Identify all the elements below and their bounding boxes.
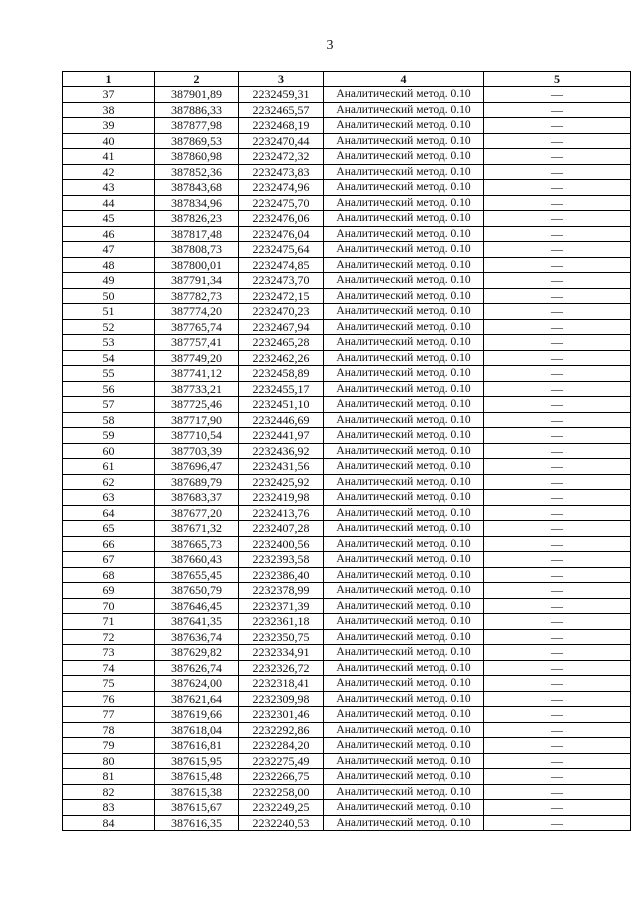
x-coordinate-cell: 387741,12 — [155, 366, 239, 382]
x-coordinate-cell: 387834,96 — [155, 195, 239, 211]
method-cell: Аналитический метод. 0.10 — [324, 815, 484, 831]
column-header-2: 2 — [155, 72, 239, 87]
point-number-cell: 39 — [63, 118, 155, 134]
note-cell: — — [484, 722, 631, 738]
note-cell: — — [484, 226, 631, 242]
x-coordinate-cell: 387791,34 — [155, 273, 239, 289]
note-cell: — — [484, 645, 631, 661]
x-coordinate-cell: 387689,79 — [155, 474, 239, 490]
point-number-cell: 72 — [63, 629, 155, 645]
table-row — [63, 149, 631, 165]
point-number-cell: 77 — [63, 707, 155, 723]
x-coordinate-cell: 387757,41 — [155, 335, 239, 351]
method-cell: Аналитический метод. 0.10 — [324, 211, 484, 227]
note-cell: — — [484, 707, 631, 723]
y-coordinate-cell: 2232318,41 — [239, 676, 324, 692]
point-number-cell: 57 — [63, 397, 155, 413]
y-coordinate-cell: 2232431,56 — [239, 459, 324, 475]
x-coordinate-cell: 387826,23 — [155, 211, 239, 227]
point-number-cell: 52 — [63, 319, 155, 335]
table-row — [63, 164, 631, 180]
y-coordinate-cell: 2232472,15 — [239, 288, 324, 304]
y-coordinate-cell: 2232446,69 — [239, 412, 324, 428]
table-row — [63, 536, 631, 552]
point-number-cell: 65 — [63, 521, 155, 537]
y-coordinate-cell: 2232473,70 — [239, 273, 324, 289]
method-cell: Аналитический метод. 0.10 — [324, 598, 484, 614]
method-cell: Аналитический метод. 0.10 — [324, 800, 484, 816]
note-cell: — — [484, 567, 631, 583]
note-cell: — — [484, 738, 631, 754]
y-coordinate-cell: 2232455,17 — [239, 381, 324, 397]
point-number-cell: 44 — [63, 195, 155, 211]
x-coordinate-cell: 387618,04 — [155, 722, 239, 738]
x-coordinate-cell: 387877,98 — [155, 118, 239, 134]
table-row — [63, 242, 631, 258]
table-row — [63, 474, 631, 490]
table-row — [63, 319, 631, 335]
y-coordinate-cell: 2232467,94 — [239, 319, 324, 335]
note-cell: — — [484, 583, 631, 599]
method-cell: Аналитический метод. 0.10 — [324, 629, 484, 645]
note-cell: — — [484, 691, 631, 707]
point-number-cell: 37 — [63, 87, 155, 103]
point-number-cell: 71 — [63, 614, 155, 630]
note-cell: — — [484, 118, 631, 134]
y-coordinate-cell: 2232413,76 — [239, 505, 324, 521]
note-cell: — — [484, 257, 631, 273]
y-coordinate-cell: 2232249,25 — [239, 800, 324, 816]
y-coordinate-cell: 2232400,56 — [239, 536, 324, 552]
point-number-cell: 42 — [63, 164, 155, 180]
table-row — [63, 738, 631, 754]
x-coordinate-cell: 387615,95 — [155, 753, 239, 769]
method-cell: Аналитический метод. 0.10 — [324, 350, 484, 366]
method-cell: Аналитический метод. 0.10 — [324, 366, 484, 382]
y-coordinate-cell: 2232451,10 — [239, 397, 324, 413]
method-cell: Аналитический метод. 0.10 — [324, 490, 484, 506]
point-number-cell: 61 — [63, 459, 155, 475]
note-cell: — — [484, 304, 631, 320]
y-coordinate-cell: 2232240,53 — [239, 815, 324, 831]
table-row — [63, 676, 631, 692]
y-coordinate-cell: 2232472,32 — [239, 149, 324, 165]
x-coordinate-cell: 387703,39 — [155, 443, 239, 459]
method-cell: Аналитический метод. 0.10 — [324, 319, 484, 335]
table-row — [63, 645, 631, 661]
table-row — [63, 614, 631, 630]
x-coordinate-cell: 387808,73 — [155, 242, 239, 258]
note-cell: — — [484, 490, 631, 506]
note-cell: — — [484, 614, 631, 630]
table-body — [63, 87, 631, 831]
note-cell: — — [484, 273, 631, 289]
note-cell: — — [484, 784, 631, 800]
y-coordinate-cell: 2232386,40 — [239, 567, 324, 583]
table-row — [63, 769, 631, 785]
point-number-cell: 74 — [63, 660, 155, 676]
point-number-cell: 69 — [63, 583, 155, 599]
table-row — [63, 784, 631, 800]
note-cell: — — [484, 505, 631, 521]
y-coordinate-cell: 2232309,98 — [239, 691, 324, 707]
column-header-4: 4 — [324, 72, 484, 87]
point-number-cell: 51 — [63, 304, 155, 320]
point-number-cell: 50 — [63, 288, 155, 304]
x-coordinate-cell: 387619,66 — [155, 707, 239, 723]
y-coordinate-cell: 2232275,49 — [239, 753, 324, 769]
point-number-cell: 56 — [63, 381, 155, 397]
table-row — [63, 335, 631, 351]
table-row — [63, 102, 631, 118]
x-coordinate-cell: 387683,37 — [155, 490, 239, 506]
table-row — [63, 722, 631, 738]
point-number-cell: 49 — [63, 273, 155, 289]
method-cell: Аналитический метод. 0.10 — [324, 226, 484, 242]
note-cell: — — [484, 164, 631, 180]
x-coordinate-cell: 387860,98 — [155, 149, 239, 165]
note-cell: — — [484, 769, 631, 785]
x-coordinate-cell: 387869,53 — [155, 133, 239, 149]
table-row — [63, 753, 631, 769]
method-cell: Аналитический метод. 0.10 — [324, 459, 484, 475]
table-row — [63, 691, 631, 707]
y-coordinate-cell: 2232301,46 — [239, 707, 324, 723]
point-number-cell: 54 — [63, 350, 155, 366]
table-row — [63, 397, 631, 413]
note-cell: — — [484, 149, 631, 165]
y-coordinate-cell: 2232425,92 — [239, 474, 324, 490]
method-cell: Аналитический метод. 0.10 — [324, 691, 484, 707]
x-coordinate-cell: 387852,36 — [155, 164, 239, 180]
method-cell: Аналитический метод. 0.10 — [324, 335, 484, 351]
table-row — [63, 118, 631, 134]
point-number-cell: 55 — [63, 366, 155, 382]
x-coordinate-cell: 387629,82 — [155, 645, 239, 661]
y-coordinate-cell: 2232475,64 — [239, 242, 324, 258]
table-row — [63, 180, 631, 196]
x-coordinate-cell: 387717,90 — [155, 412, 239, 428]
table-row — [63, 412, 631, 428]
note-cell: — — [484, 335, 631, 351]
table-row — [63, 459, 631, 475]
table-row — [63, 505, 631, 521]
x-coordinate-cell: 387696,47 — [155, 459, 239, 475]
y-coordinate-cell: 2232475,70 — [239, 195, 324, 211]
method-cell: Аналитический метод. 0.10 — [324, 102, 484, 118]
x-coordinate-cell: 387800,01 — [155, 257, 239, 273]
point-number-cell: 80 — [63, 753, 155, 769]
point-number-cell: 53 — [63, 335, 155, 351]
point-number-cell: 78 — [63, 722, 155, 738]
x-coordinate-cell: 387782,73 — [155, 288, 239, 304]
column-header-1: 1 — [63, 72, 155, 87]
coordinates-table — [62, 71, 631, 831]
note-cell: — — [484, 443, 631, 459]
note-cell: — — [484, 598, 631, 614]
x-coordinate-cell: 387710,54 — [155, 428, 239, 444]
point-number-cell: 60 — [63, 443, 155, 459]
method-cell: Аналитический метод. 0.10 — [324, 505, 484, 521]
point-number-cell: 70 — [63, 598, 155, 614]
table-row — [63, 552, 631, 568]
method-cell: Аналитический метод. 0.10 — [324, 552, 484, 568]
note-cell: — — [484, 753, 631, 769]
x-coordinate-cell: 387774,20 — [155, 304, 239, 320]
y-coordinate-cell: 2232266,75 — [239, 769, 324, 785]
x-coordinate-cell: 387646,45 — [155, 598, 239, 614]
method-cell: Аналитический метод. 0.10 — [324, 567, 484, 583]
table-row — [63, 800, 631, 816]
point-number-cell: 62 — [63, 474, 155, 490]
x-coordinate-cell: 387725,46 — [155, 397, 239, 413]
y-coordinate-cell: 2232350,75 — [239, 629, 324, 645]
table-row — [63, 583, 631, 599]
point-number-cell: 63 — [63, 490, 155, 506]
table-row — [63, 366, 631, 382]
note-cell: — — [484, 102, 631, 118]
method-cell: Аналитический метод. 0.10 — [324, 87, 484, 103]
y-coordinate-cell: 2232326,72 — [239, 660, 324, 676]
x-coordinate-cell: 387616,81 — [155, 738, 239, 754]
x-coordinate-cell: 387650,79 — [155, 583, 239, 599]
y-coordinate-cell: 2232361,18 — [239, 614, 324, 630]
method-cell: Аналитический метод. 0.10 — [324, 784, 484, 800]
method-cell: Аналитический метод. 0.10 — [324, 443, 484, 459]
point-number-cell: 59 — [63, 428, 155, 444]
x-coordinate-cell: 387655,45 — [155, 567, 239, 583]
table-row — [63, 87, 631, 103]
x-coordinate-cell: 387636,74 — [155, 629, 239, 645]
note-cell: — — [484, 552, 631, 568]
y-coordinate-cell: 2232470,23 — [239, 304, 324, 320]
table-row — [63, 443, 631, 459]
y-coordinate-cell: 2232393,58 — [239, 552, 324, 568]
y-coordinate-cell: 2232436,92 — [239, 443, 324, 459]
x-coordinate-cell: 387615,48 — [155, 769, 239, 785]
method-cell: Аналитический метод. 0.10 — [324, 753, 484, 769]
table-row — [63, 273, 631, 289]
y-coordinate-cell: 2232371,39 — [239, 598, 324, 614]
x-coordinate-cell: 387765,74 — [155, 319, 239, 335]
note-cell: — — [484, 133, 631, 149]
method-cell: Аналитический метод. 0.10 — [324, 288, 484, 304]
y-coordinate-cell: 2232407,28 — [239, 521, 324, 537]
table-row — [63, 490, 631, 506]
y-coordinate-cell: 2232258,00 — [239, 784, 324, 800]
note-cell: — — [484, 381, 631, 397]
x-coordinate-cell: 387660,43 — [155, 552, 239, 568]
y-coordinate-cell: 2232378,99 — [239, 583, 324, 599]
point-number-cell: 67 — [63, 552, 155, 568]
point-number-cell: 58 — [63, 412, 155, 428]
y-coordinate-cell: 2232470,44 — [239, 133, 324, 149]
note-cell: — — [484, 319, 631, 335]
table-row — [63, 226, 631, 242]
method-cell: Аналитический метод. 0.10 — [324, 242, 484, 258]
x-coordinate-cell: 387615,67 — [155, 800, 239, 816]
x-coordinate-cell: 387615,38 — [155, 784, 239, 800]
point-number-cell: 64 — [63, 505, 155, 521]
method-cell: Аналитический метод. 0.10 — [324, 180, 484, 196]
point-number-cell: 68 — [63, 567, 155, 583]
y-coordinate-cell: 2232462,26 — [239, 350, 324, 366]
point-number-cell: 81 — [63, 769, 155, 785]
method-cell: Аналитический метод. 0.10 — [324, 536, 484, 552]
point-number-cell: 75 — [63, 676, 155, 692]
point-number-cell: 73 — [63, 645, 155, 661]
table-row — [63, 133, 631, 149]
y-coordinate-cell: 2232468,19 — [239, 118, 324, 134]
x-coordinate-cell: 387733,21 — [155, 381, 239, 397]
note-cell: — — [484, 180, 631, 196]
y-coordinate-cell: 2232419,98 — [239, 490, 324, 506]
method-cell: Аналитический метод. 0.10 — [324, 583, 484, 599]
note-cell: — — [484, 521, 631, 537]
note-cell: — — [484, 412, 631, 428]
note-cell: — — [484, 676, 631, 692]
x-coordinate-cell: 387616,35 — [155, 815, 239, 831]
table-row — [63, 660, 631, 676]
point-number-cell: 43 — [63, 180, 155, 196]
method-cell: Аналитический метод. 0.10 — [324, 769, 484, 785]
x-coordinate-cell: 387624,00 — [155, 676, 239, 692]
y-coordinate-cell: 2232476,04 — [239, 226, 324, 242]
method-cell: Аналитический метод. 0.10 — [324, 381, 484, 397]
table-row — [63, 304, 631, 320]
note-cell: — — [484, 800, 631, 816]
x-coordinate-cell: 387665,73 — [155, 536, 239, 552]
method-cell: Аналитический метод. 0.10 — [324, 118, 484, 134]
page-number: 3 — [326, 38, 334, 53]
note-cell: — — [484, 536, 631, 552]
point-number-cell: 84 — [63, 815, 155, 831]
x-coordinate-cell: 387843,68 — [155, 180, 239, 196]
y-coordinate-cell: 2232292,86 — [239, 722, 324, 738]
point-number-cell: 79 — [63, 738, 155, 754]
method-cell: Аналитический метод. 0.10 — [324, 707, 484, 723]
y-coordinate-cell: 2232334,91 — [239, 645, 324, 661]
column-header-5: 5 — [484, 72, 631, 87]
x-coordinate-cell: 387641,35 — [155, 614, 239, 630]
table-row — [63, 257, 631, 273]
x-coordinate-cell: 387817,48 — [155, 226, 239, 242]
method-cell: Аналитический метод. 0.10 — [324, 614, 484, 630]
note-cell: — — [484, 288, 631, 304]
note-cell: — — [484, 87, 631, 103]
x-coordinate-cell: 387677,20 — [155, 505, 239, 521]
method-cell: Аналитический метод. 0.10 — [324, 660, 484, 676]
method-cell: Аналитический метод. 0.10 — [324, 273, 484, 289]
note-cell: — — [484, 660, 631, 676]
table-row — [63, 567, 631, 583]
x-coordinate-cell: 387901,89 — [155, 87, 239, 103]
point-number-cell: 41 — [63, 149, 155, 165]
table-row — [63, 598, 631, 614]
method-cell: Аналитический метод. 0.10 — [324, 149, 484, 165]
method-cell: Аналитический метод. 0.10 — [324, 195, 484, 211]
method-cell: Аналитический метод. 0.10 — [324, 645, 484, 661]
table-row — [63, 629, 631, 645]
point-number-cell: 46 — [63, 226, 155, 242]
y-coordinate-cell: 2232473,83 — [239, 164, 324, 180]
method-cell: Аналитический метод. 0.10 — [324, 474, 484, 490]
point-number-cell: 83 — [63, 800, 155, 816]
note-cell: — — [484, 397, 631, 413]
method-cell: Аналитический метод. 0.10 — [324, 676, 484, 692]
method-cell: Аналитический метод. 0.10 — [324, 521, 484, 537]
table-row — [63, 288, 631, 304]
method-cell: Аналитический метод. 0.10 — [324, 133, 484, 149]
column-header-3: 3 — [239, 72, 324, 87]
method-cell: Аналитический метод. 0.10 — [324, 428, 484, 444]
y-coordinate-cell: 2232465,57 — [239, 102, 324, 118]
table-row — [63, 211, 631, 227]
table-header-row — [63, 72, 631, 87]
note-cell: — — [484, 350, 631, 366]
method-cell: Аналитический метод. 0.10 — [324, 412, 484, 428]
method-cell: Аналитический метод. 0.10 — [324, 164, 484, 180]
y-coordinate-cell: 2232284,20 — [239, 738, 324, 754]
point-number-cell: 40 — [63, 133, 155, 149]
y-coordinate-cell: 2232476,06 — [239, 211, 324, 227]
y-coordinate-cell: 2232441,97 — [239, 428, 324, 444]
note-cell: — — [484, 211, 631, 227]
point-number-cell: 48 — [63, 257, 155, 273]
y-coordinate-cell: 2232459,31 — [239, 87, 324, 103]
y-coordinate-cell: 2232458,89 — [239, 366, 324, 382]
method-cell: Аналитический метод. 0.10 — [324, 397, 484, 413]
point-number-cell: 45 — [63, 211, 155, 227]
method-cell: Аналитический метод. 0.10 — [324, 257, 484, 273]
x-coordinate-cell: 387621,64 — [155, 691, 239, 707]
x-coordinate-cell: 387626,74 — [155, 660, 239, 676]
method-cell: Аналитический метод. 0.10 — [324, 304, 484, 320]
point-number-cell: 66 — [63, 536, 155, 552]
y-coordinate-cell: 2232465,28 — [239, 335, 324, 351]
note-cell: — — [484, 366, 631, 382]
table-row — [63, 521, 631, 537]
method-cell: Аналитический метод. 0.10 — [324, 722, 484, 738]
point-number-cell: 38 — [63, 102, 155, 118]
note-cell: — — [484, 195, 631, 211]
table-row — [63, 195, 631, 211]
table-row — [63, 350, 631, 366]
method-cell: Аналитический метод. 0.10 — [324, 738, 484, 754]
point-number-cell: 82 — [63, 784, 155, 800]
note-cell: — — [484, 242, 631, 258]
note-cell: — — [484, 815, 631, 831]
note-cell: — — [484, 474, 631, 490]
note-cell: — — [484, 629, 631, 645]
table-row — [63, 707, 631, 723]
x-coordinate-cell: 387749,20 — [155, 350, 239, 366]
point-number-cell: 47 — [63, 242, 155, 258]
x-coordinate-cell: 387886,33 — [155, 102, 239, 118]
table-row — [63, 428, 631, 444]
table-row — [63, 381, 631, 397]
note-cell: — — [484, 428, 631, 444]
y-coordinate-cell: 2232474,96 — [239, 180, 324, 196]
x-coordinate-cell: 387671,32 — [155, 521, 239, 537]
y-coordinate-cell: 2232474,85 — [239, 257, 324, 273]
point-number-cell: 76 — [63, 691, 155, 707]
note-cell: — — [484, 459, 631, 475]
table-row — [63, 815, 631, 831]
